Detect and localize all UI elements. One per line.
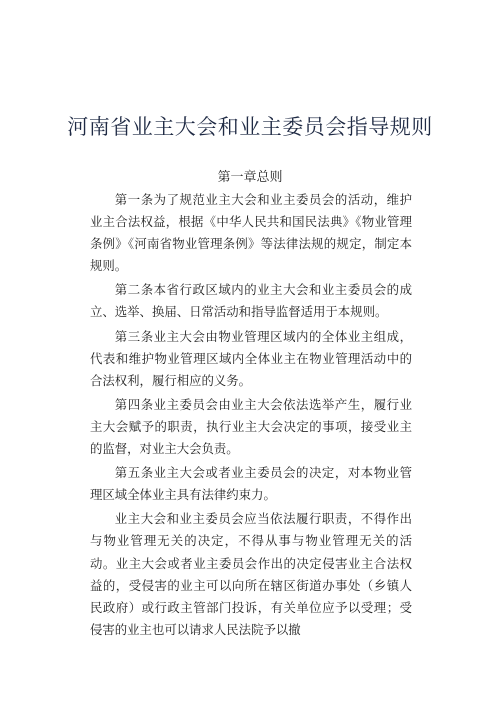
document-title: 河南省业主大会和业主委员会指导规则 bbox=[67, 115, 433, 139]
article-3-paragraph: 第三条业主大会由物业管理区域内的全体业主组成，代表和维护物业管理区域内全体业主在物业管理活动中的合法权利，履行相应的义务。 bbox=[90, 328, 412, 388]
article-5-continuation-paragraph: 业主大会和业主委员会应当依法履行职责，不得作出与物业管理无关的决定，不得从事与物业管理无关的活动。业主大会或者业主委员会作出的决定侵害业主合法权益的，受侵害的业主可以向所在辖区街道办事处（乡镇人民政府）或行政主管部门投诉，有关单位应予以受理；受侵害的业主也可以请求人民法院予以撤 bbox=[90, 511, 412, 637]
article-5-paragraph: 第五条业主大会或者业主委员会的决定，对本物业管理区域全体业主具有法律约束力。 bbox=[90, 465, 412, 503]
article-4-paragraph: 第四条业主委员会由业主大会依法选举产生，履行业主大会赋予的职责，执行业主大会决定的事项，接受业主的监督，对业主大会负责。 bbox=[90, 396, 412, 457]
chapter-heading: 第一章总则 bbox=[217, 170, 283, 185]
document-body bbox=[90, 189, 412, 643]
article-2-paragraph: 第二条本省行政区域内的业主大会和业主委员会的成立、选举、换届、日常活动和指导监督适用于本规则。 bbox=[90, 282, 412, 320]
article-1-paragraph: 第一条为了规范业主大会和业主委员会的活动，维护业主合法权益，根据《中华人民共和国民法典》《物业管理条例》《河南省物业管理条例》等法律法规的规定，制定本规则。 bbox=[90, 192, 412, 274]
